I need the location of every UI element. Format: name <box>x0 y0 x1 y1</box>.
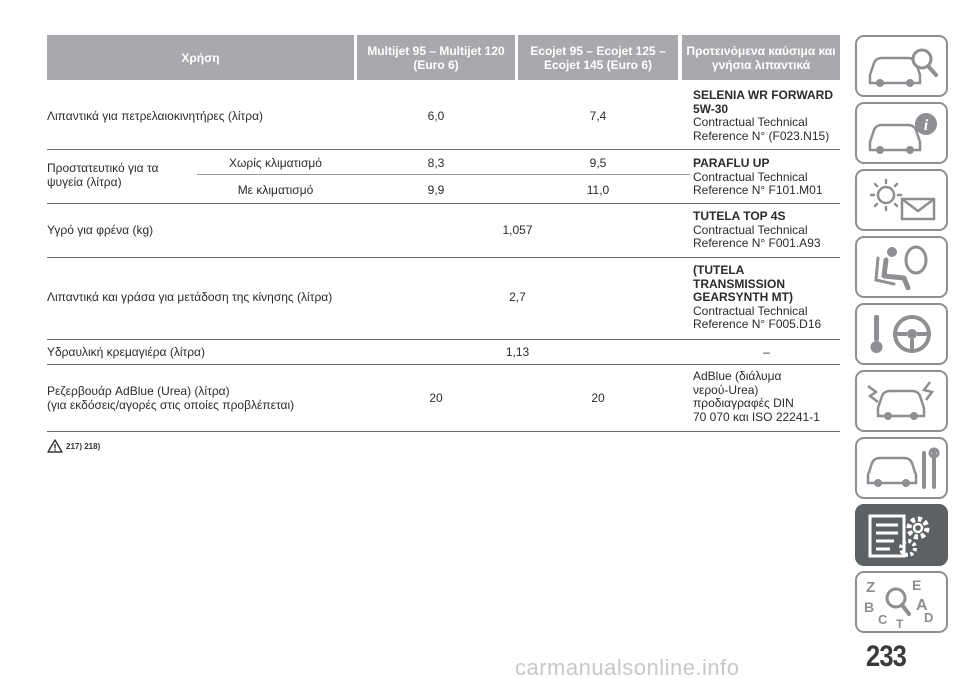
row-label-brake-fluid <box>47 224 352 238</box>
svg-text:Z: Z <box>865 579 875 596</box>
value-multijet-adblue: 20 <box>429 391 443 405</box>
value-brake-fluid: 1,057 <box>502 223 533 237</box>
watermark: carmanualsonline.info <box>515 655 740 678</box>
product-name: TUTELA TOP 4S <box>693 209 786 223</box>
value-ecojet-adblue: 20 <box>591 391 605 405</box>
product-reference: Contractual Technical Reference N° F101.M01 <box>693 169 823 197</box>
row-label-unit: (kg) <box>132 223 154 237</box>
row-label-transmission: Λιπαντικά και γράσα για μετάδοση της κίνησης (λίτρα) <box>47 290 333 304</box>
svg-text:D: D <box>923 610 933 625</box>
car-search-icon <box>864 43 940 89</box>
svg-text:C: C <box>877 612 887 627</box>
row-label-line: (για εκδόσεις/αγορές στις οποίες προβλέπεται) <box>47 397 295 412</box>
product-name: (TUTELA TRANSMISSION GEARSYNTH MT) <box>693 263 793 304</box>
sublabel-no-ac: Χωρίς κλιματισμό <box>229 156 322 170</box>
warning-light-message-icon <box>864 177 940 223</box>
product-reference: Contractual Technical Reference N° F005.D16 <box>693 303 822 331</box>
sublabel-with-ac: Με κλιματισμό <box>237 183 314 197</box>
svg-text:T: T <box>895 617 903 628</box>
page-number: 233 <box>866 640 907 673</box>
value-multijet-engine-oil: 6,0 <box>427 109 445 123</box>
product-name: PARAFLU UP <box>693 156 770 170</box>
row-divider <box>47 149 840 150</box>
product-adblue <box>693 370 840 424</box>
svg-text:B: B <box>863 599 874 615</box>
value-transmission: 2,7 <box>509 290 526 304</box>
car-info-icon <box>864 110 940 156</box>
value-ecojet-with-ac: 11,0 <box>586 183 610 197</box>
subrow-divider <box>197 174 690 175</box>
car-crash-icon <box>864 378 940 424</box>
product-brake-fluid <box>693 210 840 251</box>
row-label-adblue <box>47 385 352 412</box>
row-label-main: Υγρό για φρένα <box>47 223 130 237</box>
row-label-coolant: Προστατευτικό για τα ψυγεία (λίτρα) <box>47 161 159 189</box>
value-steering-rack: 1,13 <box>505 345 530 359</box>
value-multijet-with-ac: 9,9 <box>427 183 445 197</box>
sidebar-tab-driving[interactable] <box>855 303 948 365</box>
header-ecojet: Ecojet 95 – Ecojet 125 – Ecojet 145 (Euro 6) <box>518 35 678 80</box>
product-reference: Contractual Technical Reference N° (F023.N15) <box>693 115 830 143</box>
sidebar-tab-emergency[interactable] <box>855 370 948 432</box>
airbag-seat-icon <box>864 244 940 290</box>
product-line: AdBlue (διάλυμα <box>693 369 782 383</box>
row-divider <box>47 364 840 365</box>
svg-text:A: A <box>915 597 928 614</box>
sidebar-tab-starting[interactable] <box>855 236 948 298</box>
row-divider <box>47 431 840 432</box>
product-engine-oil <box>693 89 840 143</box>
row-label-steering-rack: Υδραυλική κρεμαγιέρα (λίτρα) <box>47 345 205 359</box>
header-usage: Χρήση <box>47 35 354 80</box>
value-ecojet-no-ac: 9,5 <box>589 156 607 170</box>
product-line: 70 070 και ISO 22241-1 <box>693 409 820 424</box>
product-line: προδιαγραφές DIN <box>693 396 794 410</box>
product-reference: Contractual Technical Reference N° F001.A93 <box>693 222 821 250</box>
alphabetical-index-icon <box>864 576 940 628</box>
header-recommended: Προτεινόμενα καύσιμα και γνήσια λιπαντικά <box>682 35 840 80</box>
sidebar-tab-safety[interactable] <box>855 102 948 164</box>
svg-text:E: E <box>911 577 921 593</box>
value-ecojet-engine-oil: 7,4 <box>589 109 607 123</box>
product-coolant <box>693 157 840 198</box>
value-multijet-no-ac: 8,3 <box>427 156 445 170</box>
product-line: νερού-Urea) <box>693 382 759 397</box>
row-label-line: Ρεζερβουάρ AdBlue (Urea) (λίτρα) <box>47 384 230 398</box>
steering-key-icon <box>864 311 940 357</box>
sidebar-tab-technical-data[interactable] <box>855 504 948 566</box>
sidebar-tab-warning-lights[interactable] <box>855 169 948 231</box>
row-divider <box>47 203 840 204</box>
product-name: SELENIA WR FORWARD 5W-30 <box>693 88 833 116</box>
technical-specs-icon <box>864 510 940 560</box>
warning-triangle-icon <box>47 439 63 453</box>
header-multijet: Multijet 95 – Multijet 120 (Euro 6) <box>357 35 515 80</box>
sidebar-tab-maintenance[interactable] <box>855 437 948 499</box>
sidebar-tab-index[interactable] <box>855 571 948 633</box>
row-divider <box>47 257 840 258</box>
footnote <box>47 439 100 453</box>
car-tools-icon <box>864 445 940 491</box>
product-steering-rack: – <box>763 345 770 359</box>
row-label-engine-oil: Λιπαντικά για πετρελαιοκινητήρες (λίτρα) <box>47 109 264 123</box>
footnote-refs: 217) 218) <box>66 441 101 451</box>
svg-text:i: i <box>923 117 928 134</box>
product-transmission <box>693 264 840 332</box>
sidebar-tab-getting-to-know[interactable] <box>855 35 948 97</box>
row-divider <box>47 339 840 340</box>
